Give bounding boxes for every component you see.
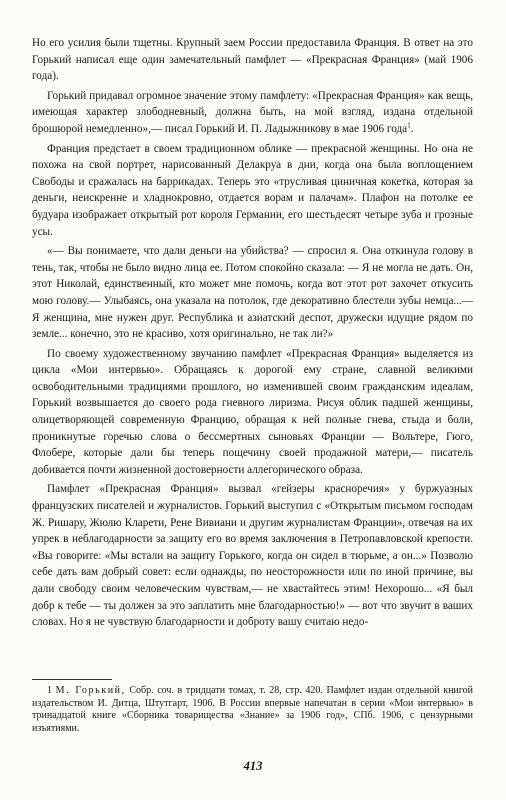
paragraph-6: Памфлет «Прекрасная Франция» вызвал «гейзеры красноречия» у буржуазных французских писателей и журналистов. Горький выступил с «Открытым письмом господам Ж. Ришару, Жюлю Кларети, Рене Вивиани и другим журналистам Франции», отвечая на их упрек в неблагодарности за защиту его во время заключения в Петропавловской крепости. «Вы говорите: «Мы встали на защиту Горького, когда он сидел в тюрьме, а он...» Позволю себе дать вам добрый совет: если однажды, по неосторожности или по иной причине, вы дали свободу своим человеческим чувствам,— не хвастайтесь этим! Нехорошо... «Я был добр к тебе — ты должен за это заплатить мне благодарностью!» — вот что звучит в ваших словах. Но я не чувствую благодарности и доброту вашу считаю недо- [32, 483, 473, 629]
footnote-number: 1 [47, 685, 52, 696]
paragraph-1: Но его усилия были тщетны. Крупный заем России предоставила Франция. В ответ на это Горький написал еще один замечательный памфлет — «Прекрасная Франция» (май 1906 года). [32, 37, 473, 83]
paragraph-4: «— Вы понимаете, что дали деньги на убийства? — спросил я. Она откинула голову в тень, так, чтобы не было видно лица ее. Потом спокойно сказала: — Я не могла не дать. Он, этот Николай, единственный, кто может мне помочь, когда вот этот рот захочет откусить мою голову.— Улыбаясь, она указала на потолок, где декоративно блестели зубы немца...— Я женщина, мне нужен друг. Республика и азиатский деспот, дружески идущие рядом по земле... конечно, это не красиво, хотя оригинально, не так ли?» [32, 245, 473, 341]
footnote-divider [32, 679, 112, 680]
footnote-text: Собр. соч. в тридцати томах, т. 28, стр. 420. Памфлет издан отдельной книгой издательством И. Дитца, Штутгарт, 1906. В России впервые напечатан в серии «Мои интервью» в тринадцатой книге «Сборника товарищества «Знание» за 1906 год», СПб. 1906, с цензурными изъятиями. [32, 685, 473, 735]
footnote-marker: 1 [407, 120, 411, 130]
footnote-author: М. Горький, [55, 685, 126, 696]
paragraph-2: Горький придавал огромное значение этому памфлету: «Прекрасная Франция» как вещь, имеющая характер злободневный, должна быть, на мой взгляд, издана отдельной брошюрой немедленно»,— писал Горький И. П. Ладыжникову в мае 1906 года$^1$. [32, 89, 473, 135]
paragraph-5: По своему художественному звучанию памфлет «Прекрасная Франция» выделяется из цикла «Мои интервью». Обращаясь к дорогой ему стране, славной великими освободительными традициями прошлого, но изменившей своим гражданским идеалам, Горький возвышается до своего рода гневного лиризма. Рисуя облик падшей женщины, олицетворяющей современную Францию, обращая к ней полные гнева, стыда и боли, проникнутые горечью слова о бессмертных сыновьях Франции — Вольтере, Гюго, Флобере, которые дали бы теперь пощечину своей продажной матери,— писатель добивается почти жизненной достоверности аллегорического образа. [32, 347, 473, 476]
main-text [32, 35, 473, 631]
footnote [32, 685, 473, 736]
page-number: 413 [243, 759, 263, 773]
paragraph-3: Франция предстает в своем традиционном облике — прекрасной женщины. Но она не похожа на свой портрет, нарисованный Делакруа в дни, когда она была воплощением Свободы и сражалась на баррикадах. Теперь это «трусливая циничная кокетка, которая за деньги, неискренне и хладнокровно, отдается ворам и палачам». Плафон на потолке ее будуара изображает открытый рот короля Германии, его шестьдесят четыре зуба и грозные усы. [32, 142, 473, 238]
paragraph-2-text: Горький придавал огромное значение этому памфлету: «Прекрасная Франция» как вещь, имеющая характер злободневный, должна быть, на мой взгляд, издана отдельной брошюрой немедленно»,— писал Горький И. П. Ладыжникову в мае 1906 года [32, 89, 473, 135]
